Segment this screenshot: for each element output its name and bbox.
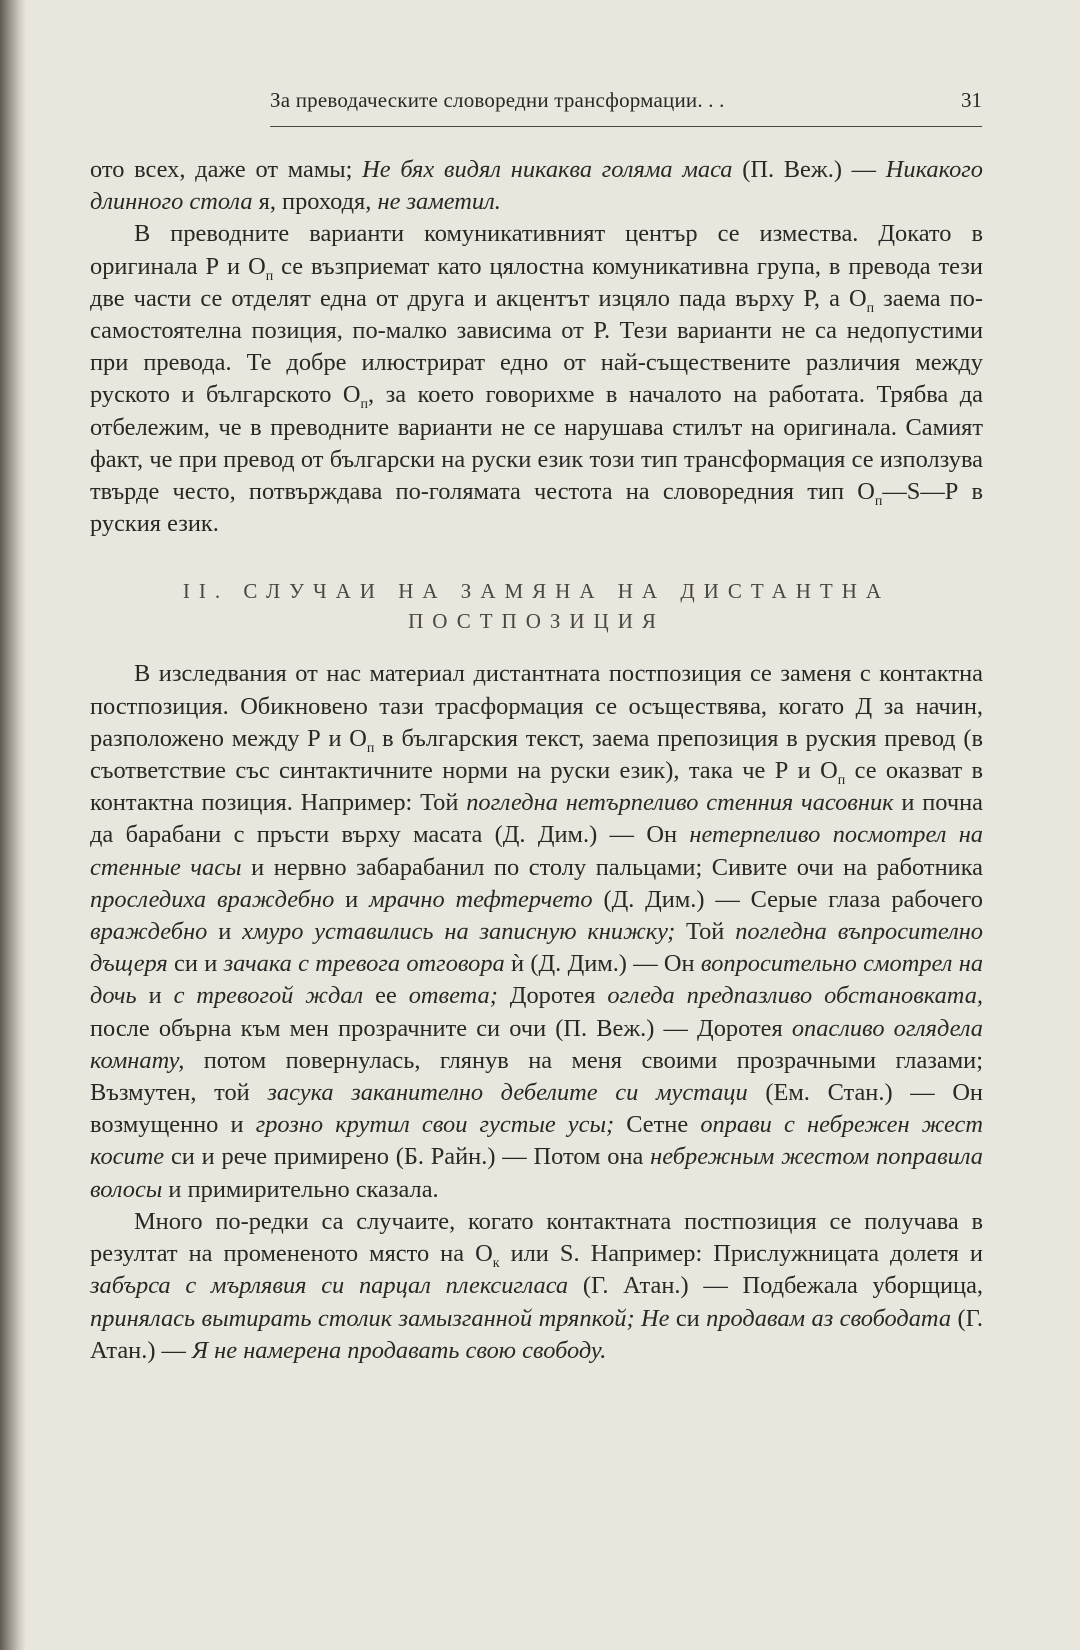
section-heading-line-2: ПОСТПОЗИЦИЯ <box>408 609 665 634</box>
running-header <box>270 88 982 118</box>
book-spine-shadow <box>0 0 26 1650</box>
paragraph-4: Много по-редки са случаите, когато контактната постпозиция се получава в резултат на промененото място на $О_к$ или S. Например: Прислужницата долетя и забърса с мърлявия си парцал плексигласа (Г. Атан.) — Подбежала уборщица, принялась вытирать столик замызганной тряпкой; Не си продавам аз свободата (Г. Атан.) — Я не намерена продавать свою свободу. <box>90 1207 984 1364</box>
header-rule <box>270 126 982 127</box>
paragraph-3: В изследвания от нас материал дистантната постпозиция се заменя с контактна постпозиция. Обикновено тази трасформация се осъществява, когато Д за начин, разположено между Р и $О_п$ в българския текст, заема препозиция в руския превод (в съответствие със синтактичните норми на руски език), така че Р и $О_п$ се оказват в контактна позиция. Например: Той погледна нетърпеливо стенния часовник и почна да барабани с пръсти върху масата (Д. Дим.) — Он нетерпеливо посмотрел на стенные часы и нервно забарабанил по столу пальцами; Сивите очи на работника проследиха враждебно и мрачно тефтерчето (Д. Дим.) — Серые глаза рабочего враждебно и хмуро уставились на записную книжку; Той погледна въпросително дъщеря си и зачака с тревога отговора ѝ (Д. Дим.) — Он вопросительно смотрел на дочь и с тревогой ждал ее ответа; Доротея огледа предпазливо обстановката, после обърна към мен прозрачните си очи (П. Веж.) — Доротея опасливо оглядела комнату, потом повернулась, глянув на меня своими прозрачными глазами; Възмутен, той засука заканително дебелите си мустаци (Ем. Стан.) — Он возмущенно и грозно крутил свои густые усы; Сетне оправи с небрежен жест косите си и рече примирено (Б. Райн.) — Потом она небрежным жестом поправила волосы и примирительно сказала. <box>90 660 984 1203</box>
body-text <box>90 154 983 1367</box>
paragraph-1: ото всех, даже от мамы; Не бях видял никаква голяма маса (П. Веж.) — Никакого длинного стола я, проходя, не заметил. <box>90 156 983 216</box>
running-title: За преводаческите словоредни трансформации. . . <box>270 88 725 112</box>
section-heading-line-1: II. СЛУЧАИ НА ЗАМЯНА НА ДИСТАНТНА <box>182 579 891 604</box>
page-number: 31 <box>961 88 982 112</box>
section-heading <box>90 576 983 636</box>
paragraph-2: В преводните варианти комуникативният център се измества. Докато в оригинала Р и $О_п$ се възприемат като цялостна комуникативна група, в превода тези две части се отделят една от друга и акцентът изцяло пада върху Р, а $О_п$ заема по-самостоятелна позиция, по-малко зависима от Р. Тези варианти не са недопустими при превода. Те добре илюстрират едно от най-съществените различия между руското и българското $О_п$, за което говорихме в началото на работата. Трябва да отбележим, че в преводните варианти не се нарушава стилът на оригинала. Самият факт, че при превод от български на руски език този тип трансформация се използува твърде често, потвърждава по-голямата честота на словоредния тип $О_п—S—Р$ в руския език. <box>90 220 984 538</box>
